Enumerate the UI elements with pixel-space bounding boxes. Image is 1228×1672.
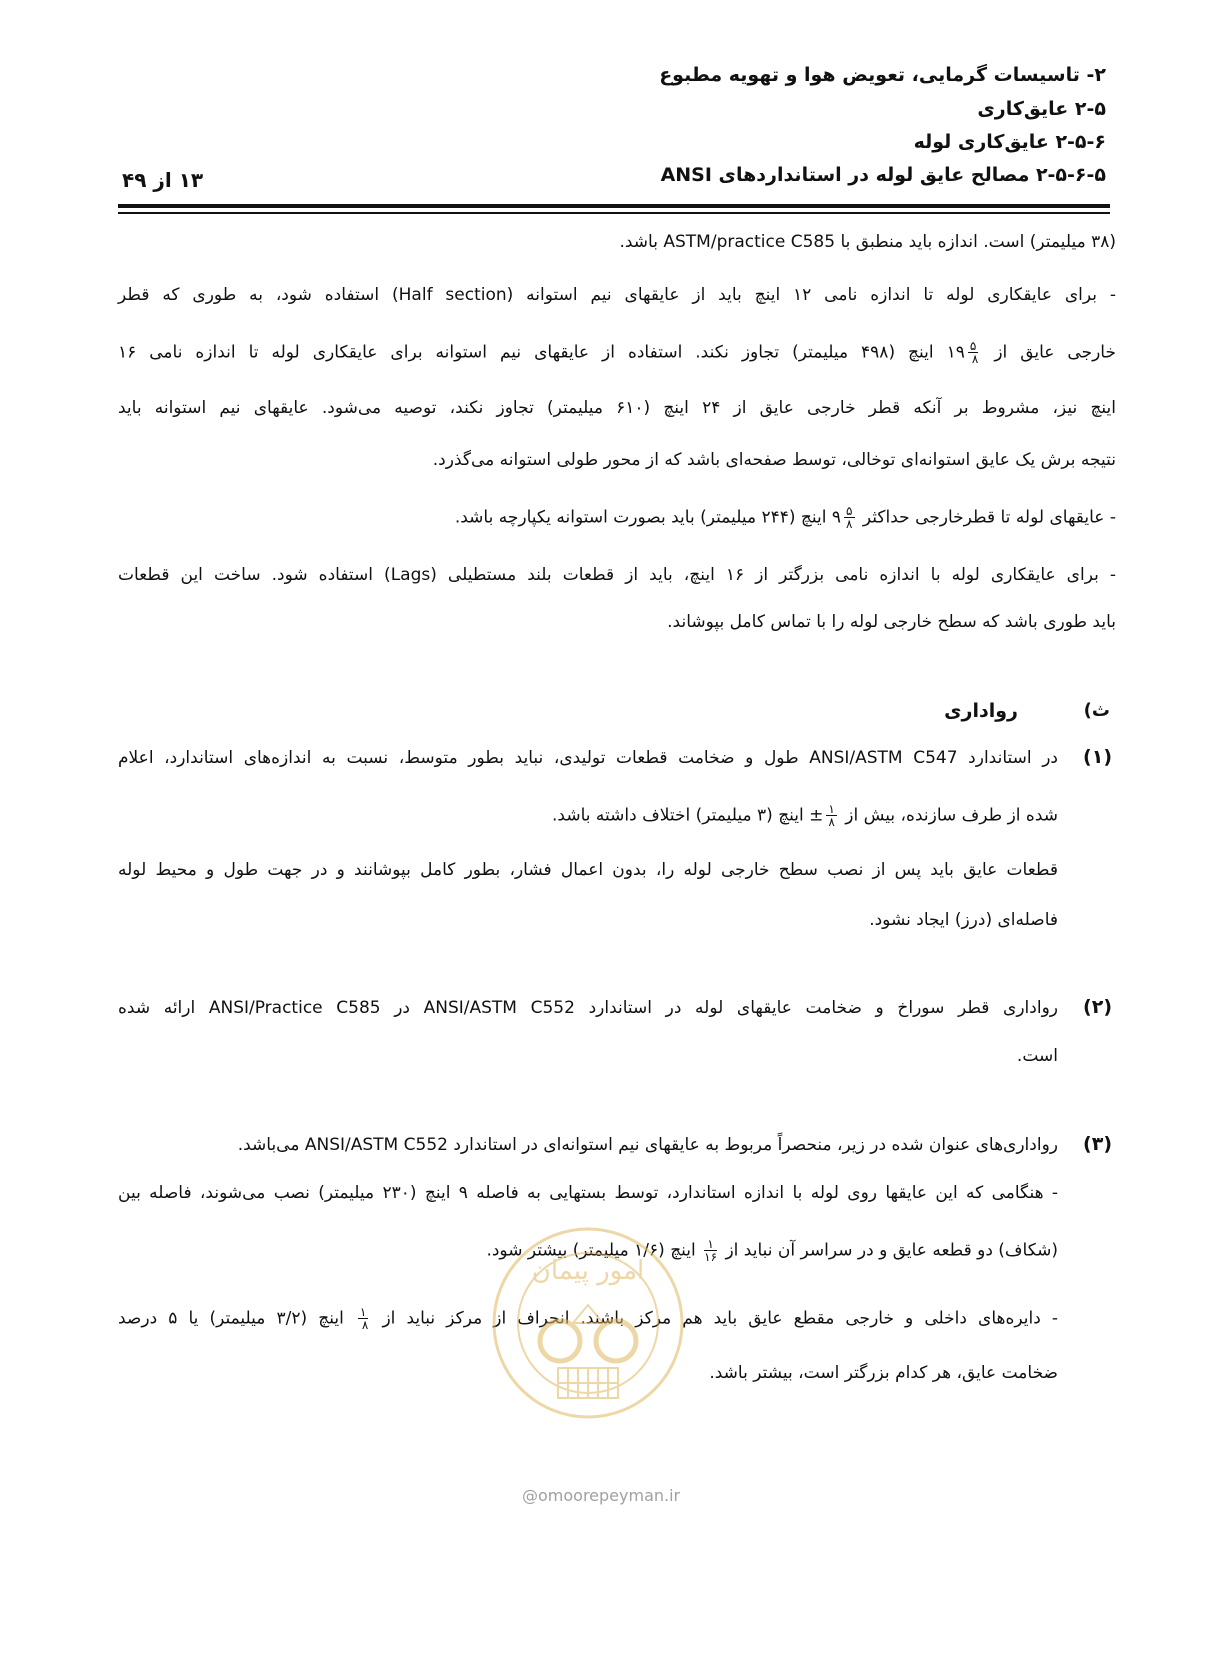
item-number: (۲) <box>1083 996 1112 1018</box>
fraction <box>844 505 854 530</box>
text-segment: اینچ (۴۹۸ میلیمتر) تجاوز نکند. استفاده از عایقهای نیم استوانه برای عایقکاری لوله تا اندازه نامی ۱۶ <box>118 342 934 363</box>
fraction-denominator: ۱۶ <box>704 1250 718 1264</box>
paragraph-line: - برای عایقکاری لوله تا اندازه نامی ۱۲ اینچ باید از عایقهای نیم استوانه (Half section) استفاده شود، به طوری که قطر <box>118 285 1116 305</box>
fraction-whole: ۹ <box>831 507 842 528</box>
paragraph-line: ضخامت عایق، هر کدام بزرگتر است، بیشتر باشد. <box>709 1363 1058 1383</box>
fraction-denominator: ۸ <box>846 517 853 531</box>
text-segment: شده از طرف سازنده، بیش از <box>845 805 1058 826</box>
page-number: ۱۳ از ۴۹ <box>122 168 204 192</box>
text-segment: - عایقهای لوله تا قطرخارجی حداکثر <box>862 507 1116 528</box>
text-segment: اینچ (۳/۲ میلیمتر) یا ۵ درصد <box>118 1308 344 1329</box>
paragraph-line: اینچ نیز، مشروط بر آنکه قطر خارجی عایق از ۲۴ اینچ (۶۱۰ میلیمتر) تجاوز نکند، توصیه می‌شود. عایقهای نیم استوانه باید <box>118 398 1117 418</box>
fraction-numerator: ۵ <box>969 339 977 353</box>
paragraph-line: نتیجه برش یک عایق استوانه‌ای توخالی، توسط صفحه‌ای باشد که از محور طولی استوانه می‌گذرد. <box>432 450 1116 470</box>
fraction <box>826 803 836 828</box>
section-title: رواداری <box>944 700 1018 722</box>
paragraph-line: در استاندارد ANSI/ASTM C547 طول و ضخامت قطعات تولیدی، نباید بطور متوسط، نسبت به اندازه‌های استاندارد، اعلام <box>118 748 1058 768</box>
fraction <box>358 1306 368 1331</box>
paragraph-line: قطعات عایق باید پس از نصب سطح خارجی لوله را، بدون اعمال فشار، بطور کامل بپوشانند و در جهت طول و محیط لوله <box>118 860 1058 880</box>
paragraph-line: - برای عایقکاری لوله با اندازه نامی بزرگتر از ۱۶ اینچ، باید از قطعات بلند مستطیلی (Lags) استفاده شود. ساخت این قطعات <box>118 565 1117 585</box>
fraction-numerator: ۱ <box>828 802 835 816</box>
paragraph-line: باید طوری باشد که سطح خارجی لوله را با تماس کامل بپوشاند. <box>667 612 1116 632</box>
text-segment: اینچ (۳ میلیمتر) اختلاف داشته باشد. <box>552 805 804 826</box>
text-segment: خارجی عایق از <box>994 342 1116 363</box>
fraction-numerator: ۱ <box>359 1305 367 1319</box>
header-rule <box>118 204 1110 208</box>
paragraph-line: - هنگامی که این عایقها روی لوله با اندازه استاندارد، توسط بستهایی به فاصله ۹ اینچ (۲۳۰ میلیمتر) نصب می‌شوند، فاصله بین <box>118 1183 1058 1203</box>
header-rule-thin <box>118 212 1110 214</box>
fraction-numerator: ۵ <box>846 504 853 518</box>
fraction-numerator: ۱ <box>704 1238 717 1251</box>
paragraph-line: رواداری قطر سوراخ و ضخامت عایقهای لوله در استاندارد ANSI/ASTM C552 در ANSI/Practice C585 ارائه شده <box>118 998 1058 1018</box>
paragraph-line <box>118 340 1116 365</box>
fraction-denominator: ۸ <box>971 352 979 366</box>
paragraph-line: فاصله‌ای (درز) ایجاد نشود. <box>869 910 1058 930</box>
text-segment: (شکاف) دو قطعه عایق و در سراسر آن نباید از <box>725 1240 1058 1261</box>
item-number: (۳) <box>1083 1133 1112 1155</box>
watermark-site: @omoorepeyman.ir <box>522 1486 681 1505</box>
text-segment: اینچ (۱/۶ میلیمتر) بیشتر شود. <box>486 1240 696 1261</box>
watermark-text: امور پیمان <box>531 1256 645 1286</box>
header-chapter: ۲- تاسیسات گرمایی، تعویض هوا و تهویه مطبوع <box>659 64 1106 86</box>
section-marker: ث) <box>1083 700 1110 721</box>
fraction <box>704 1238 717 1263</box>
header-subsubsection: ۲-۵-۶-۵ مصالح عایق لوله در استانداردهای ANSI <box>660 164 1106 186</box>
text-segment: اینچ (۲۴۴ میلیمتر) باید بصورت استوانه یکپارچه باشد. <box>454 507 827 528</box>
fraction-whole: ۱۹ <box>946 342 965 363</box>
fraction-denominator: ۸ <box>828 815 835 829</box>
paragraph-line: (۳۸ میلیمتر) است. اندازه باید منطبق با ASTM/practice C585 باشد. <box>619 232 1116 252</box>
paragraph-line <box>455 505 1116 530</box>
header-subsection: ۲-۵-۶ عایق‌کاری لوله <box>913 131 1106 153</box>
text-segment: - دایره‌های داخلی و خارجی مقطع عایق باید هم مرکز باشند. انحراف از مرکز نباید از <box>382 1308 1059 1329</box>
paragraph-line: رواداری‌های عنوان شده در زیر، منحصراً مربوط به عایقهای نیم استوانه‌ای در استاندارد ANSI/ASTM C552 می‌باشد. <box>237 1135 1058 1155</box>
paragraph-line: است. <box>1016 1046 1058 1066</box>
watermark-seal-icon <box>488 1223 688 1423</box>
header-section: ۲-۵ عایق‌کاری <box>977 98 1106 120</box>
paragraph-line <box>552 803 1058 828</box>
fraction-denominator: ۸ <box>361 1318 369 1332</box>
plus-minus: ± <box>809 805 824 826</box>
item-number: (۱) <box>1083 746 1112 768</box>
fraction <box>968 340 978 365</box>
